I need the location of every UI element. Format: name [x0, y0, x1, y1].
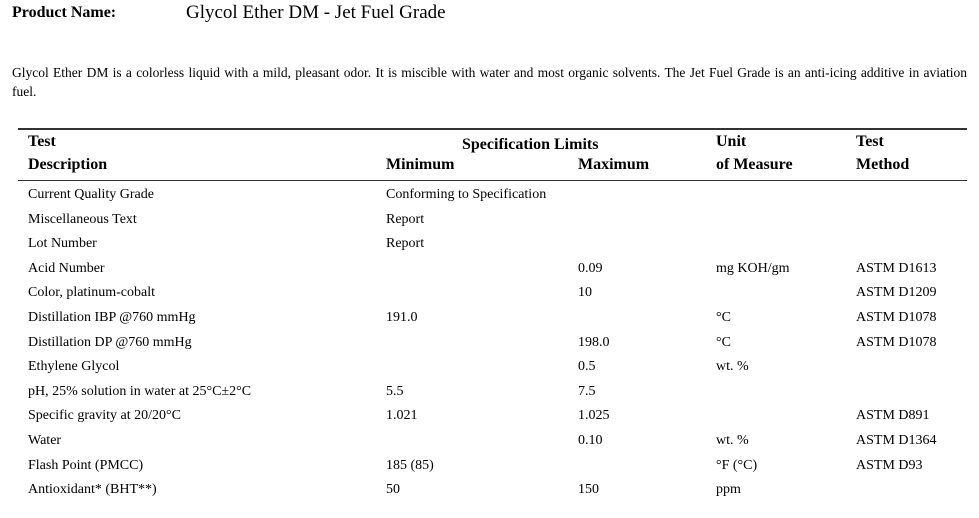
cell-method: ASTM D93 [856, 457, 923, 473]
table-row [18, 308, 967, 333]
product-label: Product Name: [12, 4, 117, 21]
cell-maximum: 0.09 [578, 260, 603, 276]
cell-unit: wt. % [716, 359, 749, 375]
header-method-line2: Method [856, 156, 910, 173]
table-row [18, 357, 967, 382]
table-row [18, 431, 967, 456]
table-row [18, 382, 967, 407]
table-top-rule [18, 128, 967, 130]
cell-minimum: 1.021 [386, 408, 418, 424]
table-row [18, 456, 967, 481]
cell-description: Color, platinum-cobalt [28, 285, 155, 301]
cell-minimum: 5.5 [386, 383, 404, 399]
cell-unit: °F (°C) [716, 457, 758, 473]
cell-unit: °C [716, 334, 731, 350]
header-unit-line1: Unit [716, 133, 747, 150]
cell-minimum: Report [386, 236, 425, 252]
table-row [18, 234, 967, 259]
cell-maximum: 7.5 [578, 383, 596, 399]
header-spec-limits: Specification Limits [462, 136, 599, 153]
cell-unit: mg KOH/gm [716, 260, 790, 276]
table-row [18, 333, 967, 358]
cell-method: ASTM D1078 [856, 334, 937, 350]
cell-description: Acid Number [28, 260, 105, 276]
table-row [18, 283, 967, 308]
cell-minimum: 191.0 [386, 309, 418, 325]
table-row [18, 210, 967, 235]
header-maximum: Maximum [578, 156, 650, 173]
cell-description: Specific gravity at 20/20°C [28, 408, 181, 424]
cell-method: ASTM D1364 [856, 432, 937, 448]
cell-description: Current Quality Grade [28, 187, 154, 202]
header-test-line1: Test [28, 133, 56, 150]
cell-unit: wt. % [716, 432, 749, 448]
cell-description: Distillation IBP @760 mmHg [28, 309, 196, 325]
cell-description: Ethylene Glycol [28, 359, 120, 375]
header-method-line1: Test [856, 133, 884, 150]
cell-method: ASTM D891 [856, 408, 930, 424]
header-unit-line2: of Measure [716, 156, 793, 173]
table-row [18, 259, 967, 284]
product-description: Glycol Ether DM is a colorless liquid with a mild, pleasant odor. It is miscible with water and most organic solvents. The Jet Fuel Grade is an anti-icing additive in aviation fuel. [12, 65, 967, 99]
table-header-rule [18, 180, 967, 181]
cell-description: Water [28, 432, 62, 448]
cell-unit: ppm [716, 482, 741, 498]
cell-maximum: 10 [578, 285, 592, 301]
cell-description: Flash Point (PMCC) [28, 457, 144, 473]
cell-description: Antioxidant* (BHT**) [28, 482, 157, 498]
header-minimum: Minimum [386, 156, 455, 173]
table-body [18, 185, 967, 505]
product-name: Glycol Ether DM - Jet Fuel Grade [186, 2, 446, 23]
table-header [18, 133, 967, 181]
table-row [18, 406, 967, 431]
cell-method: ASTM D1613 [856, 260, 937, 276]
cell-minimum: Conforming to Specification [386, 187, 547, 202]
cell-minimum: 50 [386, 482, 400, 498]
cell-maximum: 198.0 [578, 334, 610, 350]
table-row [18, 185, 967, 210]
cell-maximum: 0.10 [578, 432, 603, 448]
cell-unit: °C [716, 309, 731, 325]
cell-method: ASTM D1209 [856, 285, 937, 301]
cell-minimum: 185 (85) [386, 457, 434, 473]
cell-maximum: 1.025 [578, 408, 610, 424]
table-row [18, 480, 967, 505]
cell-maximum: 150 [578, 482, 599, 498]
cell-description: Lot Number [28, 236, 97, 252]
cell-description: Miscellaneous Text [28, 211, 137, 227]
cell-description: Distillation DP @760 mmHg [28, 334, 192, 350]
cell-minimum: Report [386, 211, 425, 227]
header-test-line2: Description [28, 156, 108, 173]
cell-maximum: 0.5 [578, 359, 596, 375]
cell-description: pH, 25% solution in water at 25°C±2°C [28, 383, 252, 399]
cell-method: ASTM D1078 [856, 309, 937, 325]
